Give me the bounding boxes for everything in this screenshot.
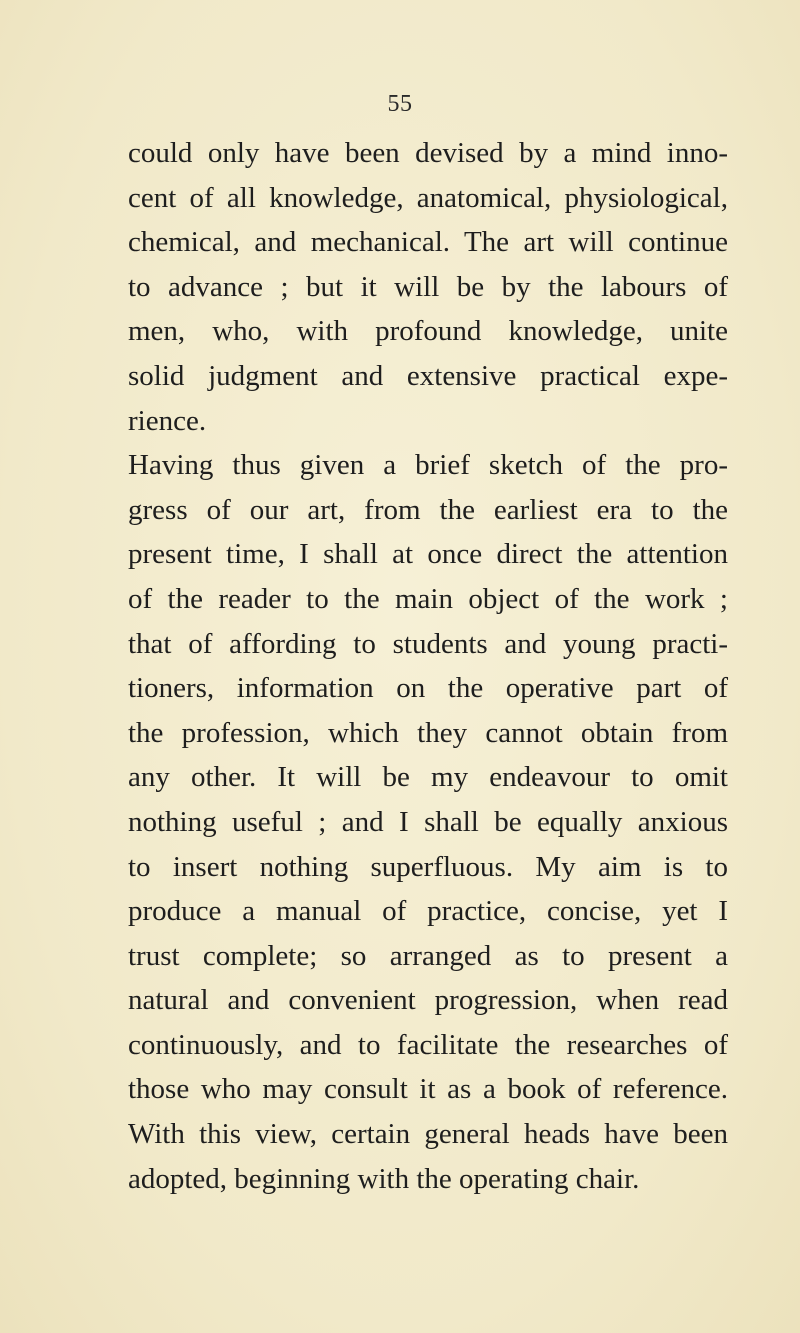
text-line: to advance ; but it will be by the labours of (128, 270, 728, 303)
text-line: rience. (128, 404, 207, 437)
text-line: of the reader to the main object of the work ; (128, 582, 728, 615)
text-line: those who may consult it as a book of reference. (128, 1073, 728, 1106)
body-text (128, 131, 728, 1201)
text-line: adopted, beginning with the operating chair. (128, 1162, 640, 1195)
text-line: could only have been devised by a mind inno- (128, 137, 728, 169)
text-line: gress of our art, from the earliest era to the (128, 493, 728, 526)
text-line: produce a manual of practice, concise, yet I (128, 895, 728, 928)
text-line: chemical, and mechanical. The art will continue (128, 226, 728, 259)
text-line: With this view, certain general heads have been (128, 1118, 728, 1151)
text-line: natural and convenient progression, when read (128, 984, 728, 1017)
page-number: 55 (387, 91, 413, 117)
text-line: cent of all knowledge, anatomical, physiological, (128, 181, 728, 214)
text-line: solid judgment and extensive practical expe- (128, 359, 728, 392)
text-line: present time, I shall at once direct the attention (128, 538, 728, 571)
text-line: tioners, information on the operative part of (128, 672, 728, 705)
text-line: that of affording to students and young practi- (128, 627, 728, 660)
text-line: nothing useful ; and I shall be equally anxious (128, 805, 728, 838)
text-line: any other. It will be my endeavour to omit (128, 761, 728, 794)
text-line: men, who, with profound knowledge, unite (128, 315, 728, 348)
text-line: trust complete; so arranged as to present a (128, 939, 728, 972)
text-line: Having thus given a brief sketch of the pro- (128, 449, 728, 482)
text-line: to insert nothing superfluous. My aim is to (128, 850, 728, 883)
text-line: the profession, which they cannot obtain from (128, 716, 728, 749)
text-line: continuously, and to facilitate the researches of (128, 1028, 728, 1061)
